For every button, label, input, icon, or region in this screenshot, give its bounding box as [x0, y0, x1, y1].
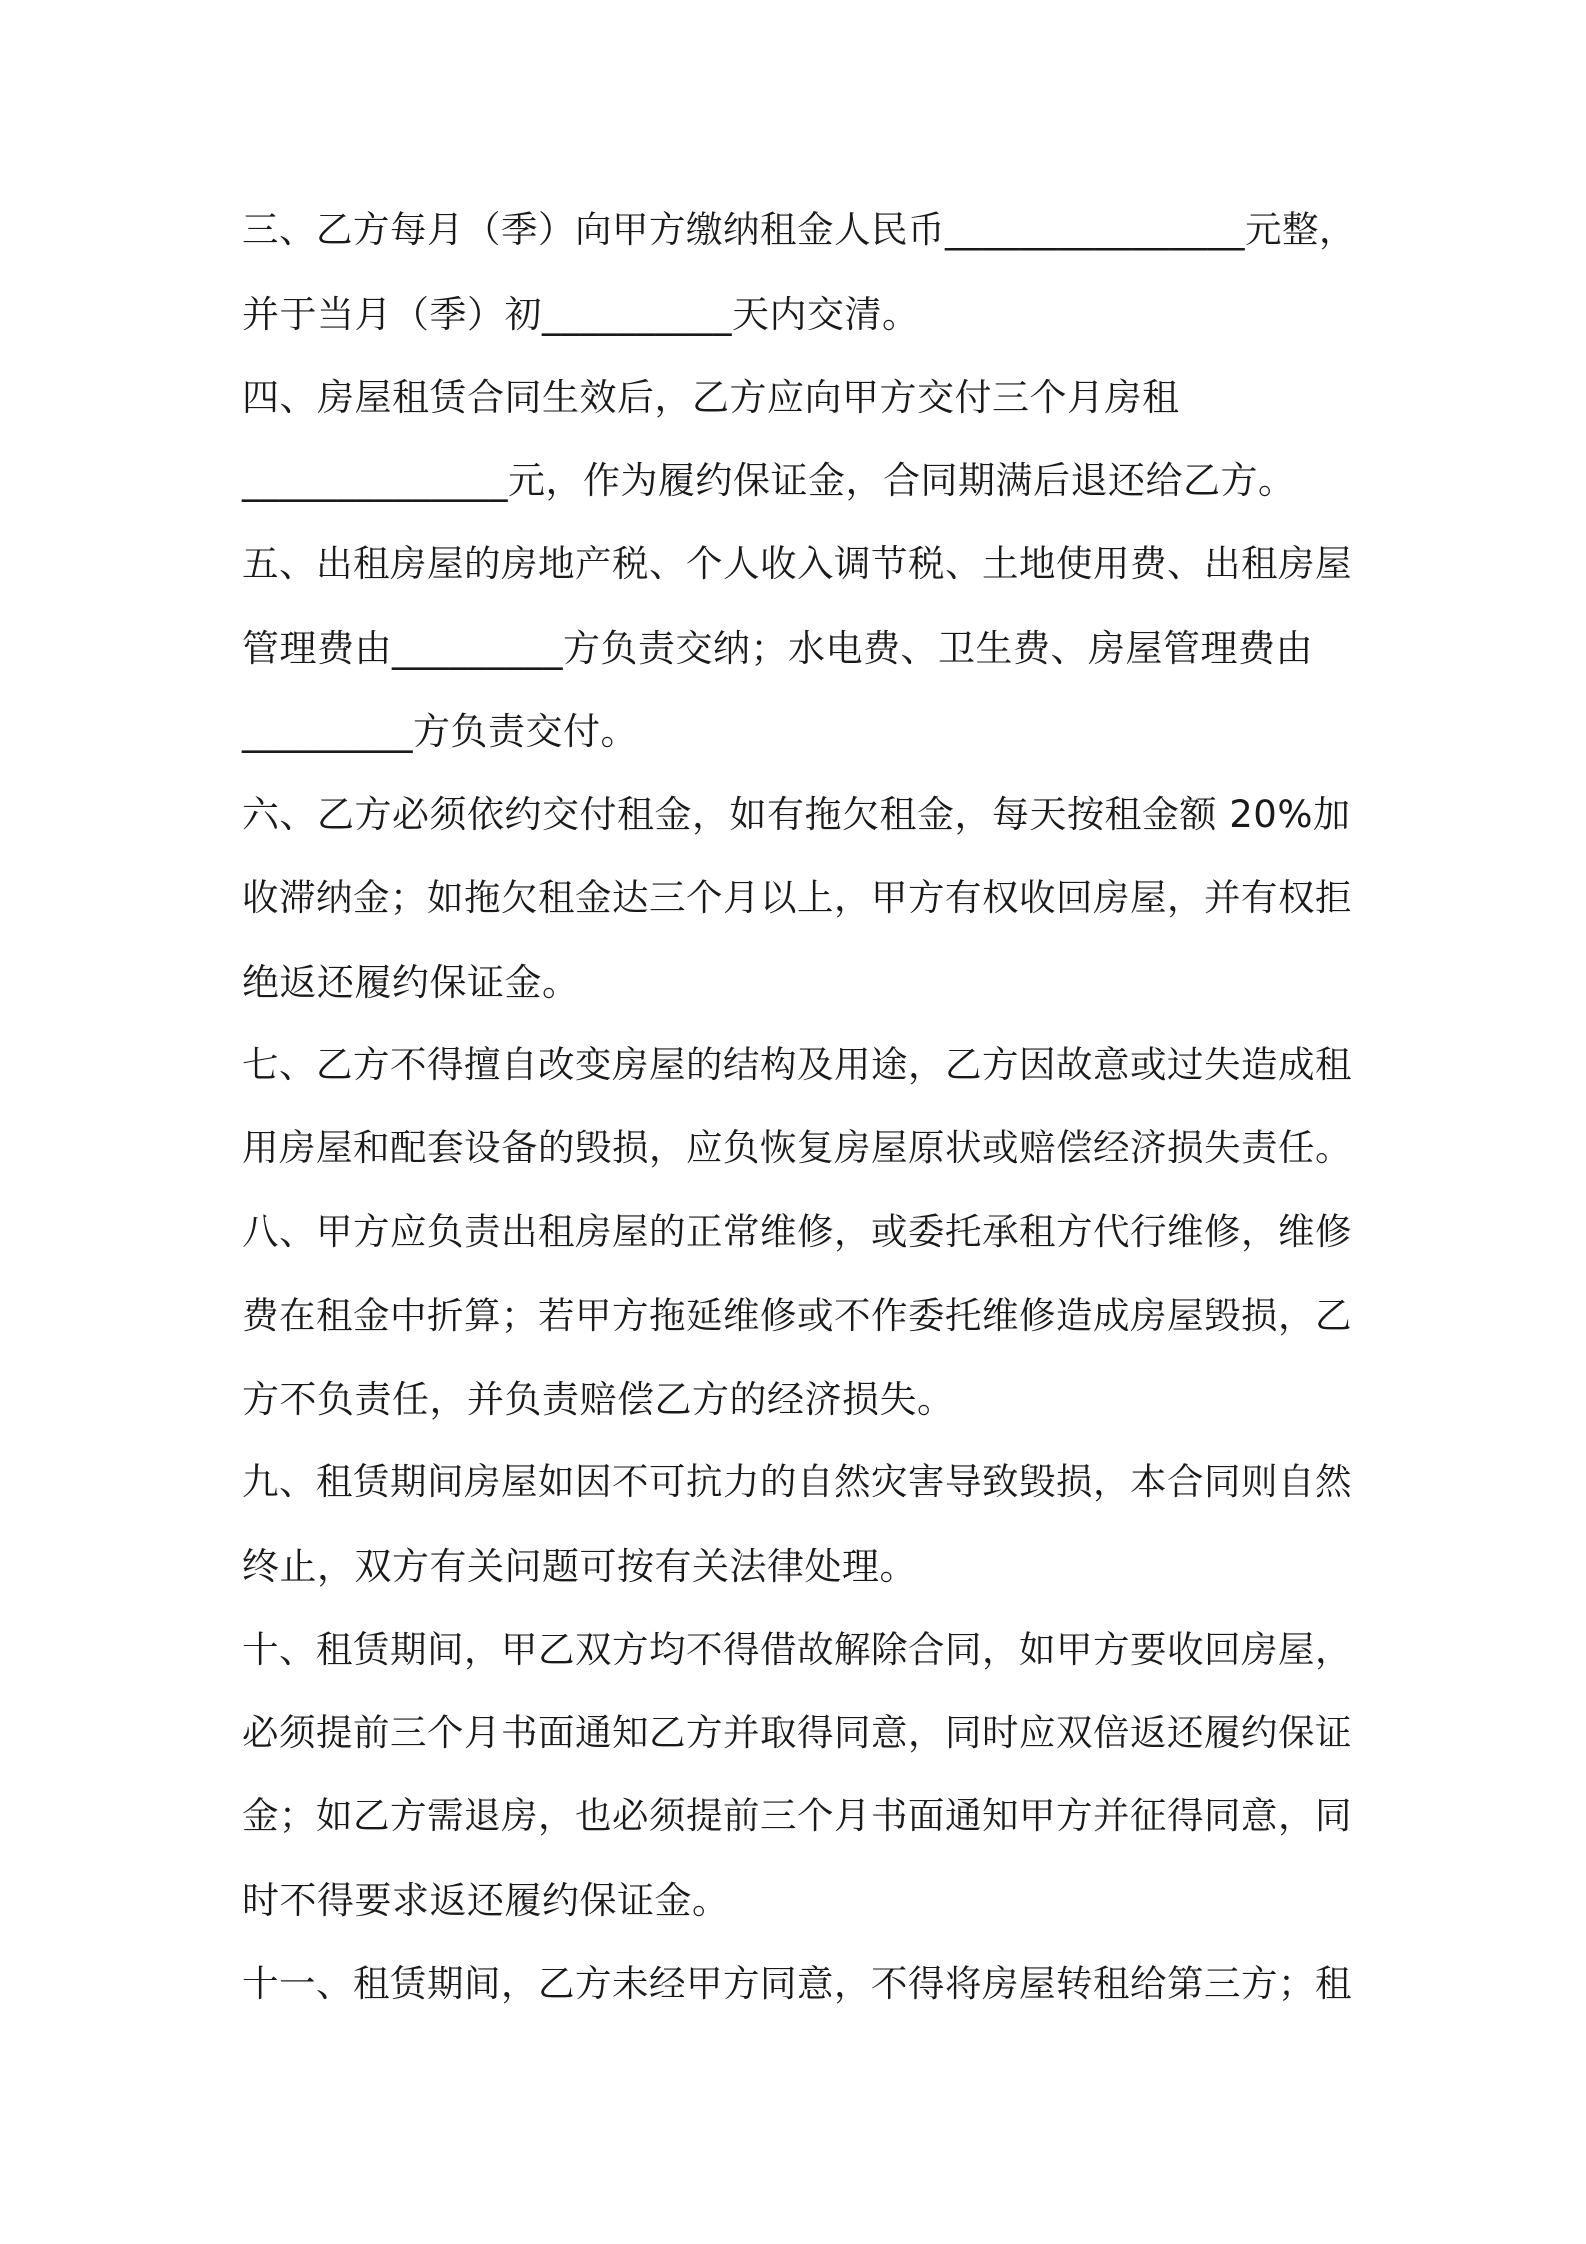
clause-7-line-1: 七、乙方不得擅自改变房屋的结构及用途，乙方因故意或过失造成租	[242, 1043, 1352, 1086]
clause-7-line-2: 用房屋和配套设备的毁损，应负恢复房屋原状或赔偿经济损失责任。	[242, 1126, 1352, 1169]
clause-3-line-1: 三、乙方每月（季）向甲方缴纳租金人民币________________元整，	[242, 208, 1356, 251]
clause-5-line-3: _________方负责交付。	[242, 710, 638, 753]
clause-6-line-3: 绝返还履约保证金。	[242, 961, 580, 1004]
clause-3-line-2: 并于当月（季）初__________天内交清。	[242, 293, 920, 336]
clause-9-line-1: 九、租赁期间房屋如因不可抗力的自然灾害导致毁损，本合同则自然	[242, 1460, 1352, 1503]
clause-6-line-2: 收滞纳金；如拖欠租金达三个月以上，甲方有权收回房屋，并有权拒	[242, 876, 1352, 919]
clause-11-line-1: 十一、租赁期间，乙方未经甲方同意，不得将房屋转租给第三方；租	[242, 1962, 1352, 2005]
clause-10-line-1: 十、租赁期间，甲乙双方均不得借故解除合同，如甲方要收回房屋，	[242, 1628, 1352, 1671]
clause-9-line-2: 终止，双方有关问题可按有关法律处理。	[242, 1545, 917, 1588]
clause-4-line-2: ______________元，作为履约保证金，合同期满后退还给乙方。	[242, 459, 1296, 502]
clause-8-line-3: 方不负责任，并负责赔偿乙方的经济损失。	[242, 1378, 955, 1421]
clause-10-line-4: 时不得要求返还履约保证金。	[242, 1879, 730, 1922]
clause-8-line-1: 八、甲方应负责出租房屋的正常维修，或委托承租方代行维修，维修	[242, 1210, 1352, 1253]
clause-10-line-3: 金；如乙方需退房，也必须提前三个月书面通知甲方并征得同意，同	[242, 1794, 1352, 1837]
clause-10-line-2: 必须提前三个月书面通知乙方并取得同意，同时应双倍返还履约保证	[242, 1711, 1352, 1754]
clause-5-line-2: 管理费由_________方负责交纳；水电费、卫生费、房屋管理费由	[242, 627, 1313, 670]
clause-8-line-2: 费在租金中折算；若甲方拖延维修或不作委托维修造成房屋毁损，乙	[242, 1294, 1352, 1337]
clause-6-line-1: 六、乙方必须依约交付租金，如有拖欠租金，每天按租金额 20%加	[242, 793, 1351, 836]
clause-5-line-1: 五、出租房屋的房地产税、个人收入调节税、土地使用费、出租房屋	[242, 542, 1352, 585]
clause-4-line-1: 四、房屋租赁合同生效后，乙方应向甲方交付三个月房租	[242, 376, 1180, 419]
